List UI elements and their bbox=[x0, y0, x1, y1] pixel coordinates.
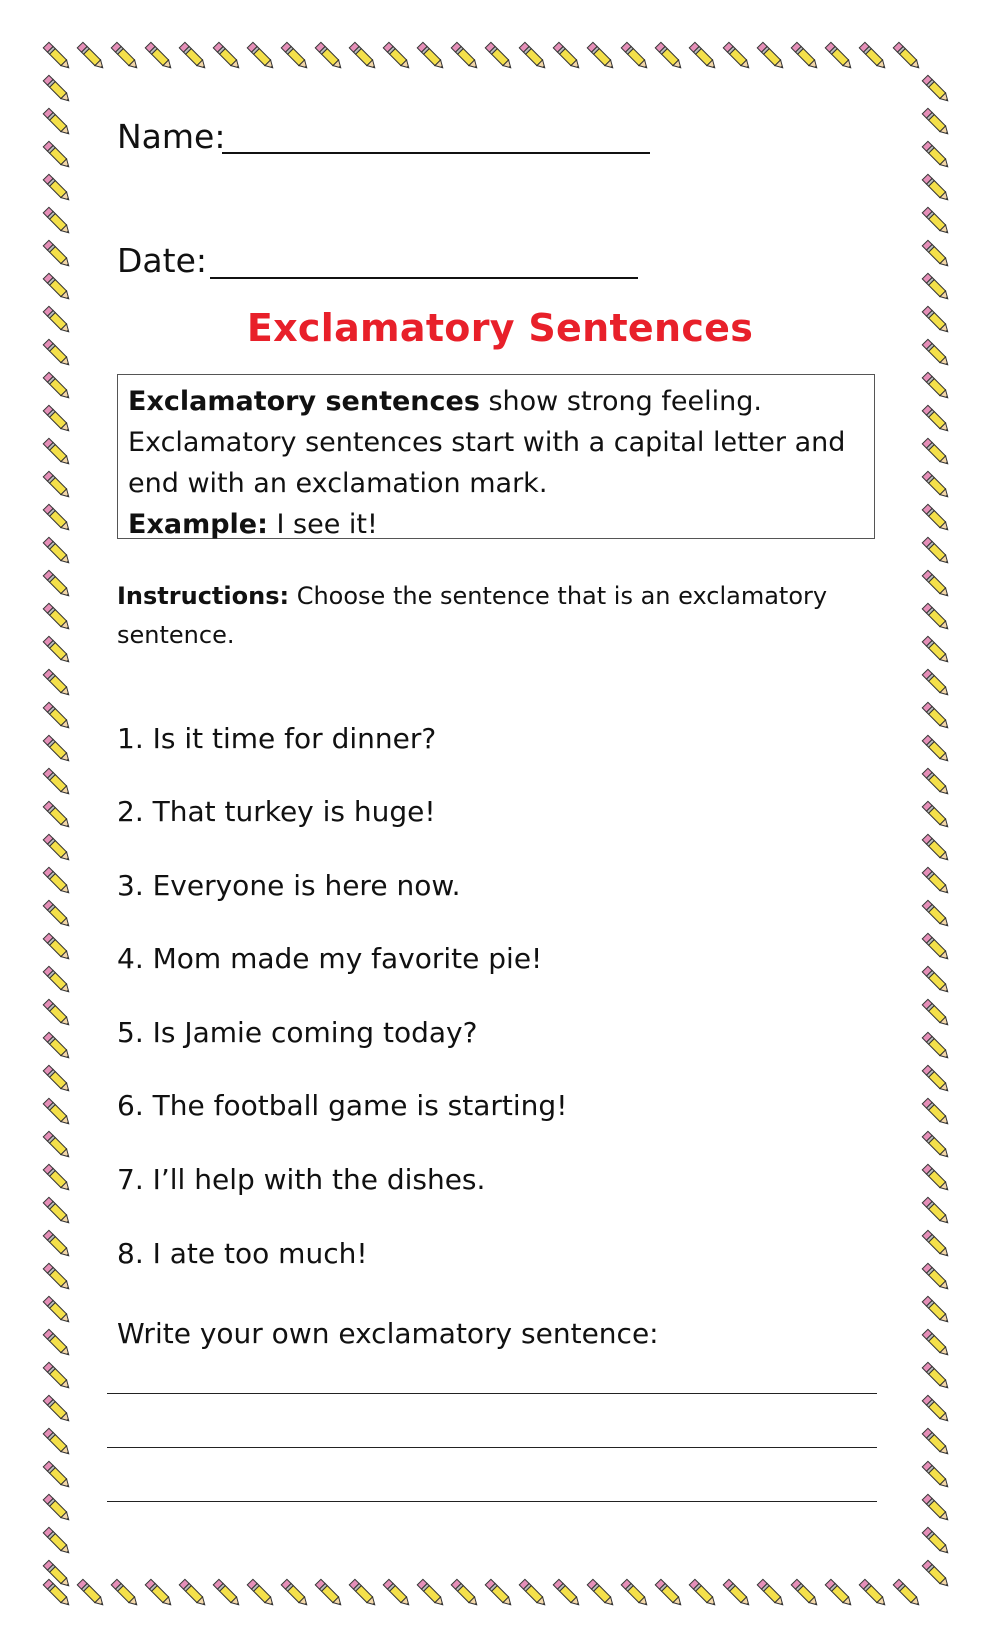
pencil-icon bbox=[922, 867, 950, 895]
pencil-icon bbox=[247, 42, 275, 70]
question-4[interactable]: 4. Mom made my favorite pie! bbox=[117, 942, 543, 975]
worksheet-title: Exclamatory Sentences bbox=[246, 306, 754, 350]
pencil-icon bbox=[922, 438, 950, 466]
pencil-icon bbox=[757, 1579, 785, 1607]
pencil-icon bbox=[922, 1263, 950, 1291]
pencil-icon bbox=[689, 42, 717, 70]
pencil-icon bbox=[587, 1579, 615, 1607]
pencil-icon bbox=[43, 42, 71, 70]
pencil-icon bbox=[383, 42, 411, 70]
answer-line-1[interactable] bbox=[107, 1393, 877, 1394]
pencil-icon bbox=[43, 75, 71, 103]
pencil-icon bbox=[43, 570, 71, 598]
pencil-icon bbox=[111, 42, 139, 70]
pencil-icon bbox=[922, 1065, 950, 1093]
pencil-icon bbox=[451, 1579, 479, 1607]
pencil-icon bbox=[43, 438, 71, 466]
pencil-icon bbox=[77, 42, 105, 70]
pencil-icon bbox=[43, 405, 71, 433]
answer-line-2[interactable] bbox=[107, 1447, 877, 1448]
pencil-icon bbox=[655, 42, 683, 70]
pencil-icon bbox=[922, 966, 950, 994]
pencil-icon bbox=[922, 273, 950, 301]
pencil-icon bbox=[922, 1494, 950, 1522]
pencil-icon bbox=[922, 702, 950, 730]
name-label: Name: bbox=[117, 117, 226, 156]
example-label: Example: bbox=[128, 509, 268, 540]
pencil-icon bbox=[485, 1579, 513, 1607]
pencil-icon bbox=[922, 174, 950, 202]
pencil-icon bbox=[451, 42, 479, 70]
definition-line-1 bbox=[128, 381, 864, 422]
pencil-icon bbox=[417, 42, 445, 70]
date-line[interactable] bbox=[210, 277, 638, 279]
pencil-icon bbox=[43, 801, 71, 829]
pencil-icon bbox=[922, 801, 950, 829]
pencil-icon bbox=[43, 900, 71, 928]
pencil-icon bbox=[417, 1579, 445, 1607]
pencil-icon bbox=[922, 141, 950, 169]
pencil-icon bbox=[43, 702, 71, 730]
pencil-icon bbox=[553, 1579, 581, 1607]
pencil-icon bbox=[43, 636, 71, 664]
pencil-icon bbox=[43, 1263, 71, 1291]
pencil-icon bbox=[43, 834, 71, 862]
definition-line-2: Exclamatory sentences start with a capital letter and bbox=[128, 427, 846, 458]
pencil-icon bbox=[43, 1428, 71, 1456]
pencil-icon bbox=[43, 867, 71, 895]
pencil-icon bbox=[43, 1164, 71, 1192]
pencil-icon bbox=[349, 42, 377, 70]
pencil-icon bbox=[43, 1131, 71, 1159]
pencil-icon bbox=[922, 1296, 950, 1324]
pencil-icon bbox=[43, 1230, 71, 1258]
question-8[interactable]: 8. I ate too much! bbox=[117, 1237, 368, 1270]
pencil-icon bbox=[922, 1362, 950, 1390]
pencil-icon bbox=[213, 42, 241, 70]
pencil-icon bbox=[43, 1098, 71, 1126]
pencil-icon bbox=[315, 42, 343, 70]
pencil-icon bbox=[825, 1579, 853, 1607]
pencil-icon bbox=[43, 174, 71, 202]
pencil-icon bbox=[43, 108, 71, 136]
pencil-icon bbox=[689, 1579, 717, 1607]
pencil-icon bbox=[922, 768, 950, 796]
pencil-icon bbox=[859, 42, 887, 70]
pencil-icon bbox=[247, 1579, 275, 1607]
pencil-icon bbox=[922, 1197, 950, 1225]
pencil-icon bbox=[43, 1527, 71, 1555]
pencil-icon bbox=[922, 537, 950, 565]
pencil-icon bbox=[485, 42, 513, 70]
instructions bbox=[117, 577, 857, 655]
pencil-icon bbox=[922, 1230, 950, 1258]
pencil-icon bbox=[922, 504, 950, 532]
pencil-icon bbox=[922, 636, 950, 664]
pencil-icon bbox=[922, 75, 950, 103]
date-label: Date: bbox=[117, 241, 207, 280]
pencil-icon bbox=[791, 42, 819, 70]
pencil-icon bbox=[893, 42, 921, 70]
pencil-icon bbox=[43, 1395, 71, 1423]
question-5[interactable]: 5. Is Jamie coming today? bbox=[117, 1016, 478, 1049]
question-3[interactable]: 3. Everyone is here now. bbox=[117, 869, 461, 902]
question-1[interactable]: 1. Is it time for dinner? bbox=[117, 722, 437, 755]
pencil-icon bbox=[621, 1579, 649, 1607]
instructions-text: Choose the sentence that is an exclamatory sentence. bbox=[117, 582, 828, 649]
pencil-icon bbox=[922, 1164, 950, 1192]
pencil-icon bbox=[145, 42, 173, 70]
pencil-icon bbox=[922, 1098, 950, 1126]
pencil-icon bbox=[43, 735, 71, 763]
pencil-icon bbox=[655, 1579, 683, 1607]
pencil-icon bbox=[43, 273, 71, 301]
pencil-icon bbox=[43, 141, 71, 169]
pencil-icon bbox=[723, 42, 751, 70]
pencil-icon bbox=[757, 42, 785, 70]
definition-example bbox=[128, 504, 864, 545]
pencil-icon bbox=[553, 42, 581, 70]
pencil-icon bbox=[43, 1329, 71, 1357]
pencil-icon bbox=[43, 933, 71, 961]
pencil-icon bbox=[43, 1362, 71, 1390]
pencil-icon bbox=[922, 1329, 950, 1357]
pencil-icon bbox=[922, 1131, 950, 1159]
pencil-icon bbox=[922, 372, 950, 400]
write-own-prompt: Write your own exclamatory sentence: bbox=[117, 1317, 659, 1350]
pencil-icon bbox=[43, 603, 71, 631]
pencil-icon bbox=[145, 1579, 173, 1607]
pencil-icon bbox=[922, 240, 950, 268]
definition-line-3: end with an exclamation mark. bbox=[128, 468, 548, 499]
pencil-icon bbox=[621, 42, 649, 70]
pencil-icon bbox=[43, 768, 71, 796]
pencil-icon bbox=[922, 1560, 950, 1588]
pencil-icon bbox=[43, 537, 71, 565]
pencil-icon bbox=[43, 504, 71, 532]
pencil-icon bbox=[349, 1579, 377, 1607]
pencil-icon bbox=[213, 1579, 241, 1607]
pencil-icon bbox=[43, 1032, 71, 1060]
pencil-icon bbox=[791, 1579, 819, 1607]
pencil-icon bbox=[179, 1579, 207, 1607]
pencil-icon bbox=[922, 1395, 950, 1423]
pencil-icon bbox=[922, 108, 950, 136]
pencil-icon bbox=[922, 207, 950, 235]
pencil-icon bbox=[315, 1579, 343, 1607]
pencil-icon bbox=[723, 1579, 751, 1607]
pencil-icon bbox=[922, 669, 950, 697]
name-line[interactable] bbox=[222, 152, 650, 154]
pencil-icon bbox=[43, 1494, 71, 1522]
question-2[interactable]: 2. That turkey is huge! bbox=[117, 795, 436, 828]
pencil-icon bbox=[111, 1579, 139, 1607]
pencil-icon bbox=[281, 1579, 309, 1607]
pencil-icon bbox=[922, 933, 950, 961]
pencil-icon bbox=[922, 735, 950, 763]
pencil-icon bbox=[922, 603, 950, 631]
pencil-icon bbox=[922, 1032, 950, 1060]
instructions-label: Instructions: bbox=[117, 582, 290, 610]
question-6[interactable]: 6. The football game is starting! bbox=[117, 1089, 568, 1122]
pencil-icon bbox=[43, 372, 71, 400]
pencil-icon bbox=[922, 471, 950, 499]
pencil-icon bbox=[922, 570, 950, 598]
pencil-icon bbox=[43, 207, 71, 235]
pencil-icon bbox=[922, 999, 950, 1027]
pencil-icon bbox=[43, 669, 71, 697]
definition-term: Exclamatory sentences bbox=[128, 386, 480, 417]
pencil-icon bbox=[43, 471, 71, 499]
pencil-icon bbox=[43, 1296, 71, 1324]
pencil-icon bbox=[77, 1579, 105, 1607]
definition-box bbox=[117, 374, 875, 539]
example-text: I see it! bbox=[267, 509, 378, 540]
definition-term-rest: show strong feeling. bbox=[479, 386, 762, 417]
pencil-icon bbox=[922, 405, 950, 433]
pencil-icon bbox=[43, 240, 71, 268]
pencil-icon bbox=[179, 42, 207, 70]
question-7[interactable]: 7. I’ll help with the dishes. bbox=[117, 1163, 486, 1196]
pencil-icon bbox=[281, 42, 309, 70]
pencil-icon bbox=[587, 42, 615, 70]
pencil-icon bbox=[825, 42, 853, 70]
pencil-icon bbox=[859, 1579, 887, 1607]
pencil-icon bbox=[893, 1579, 921, 1607]
pencil-icon bbox=[922, 1527, 950, 1555]
pencil-icon bbox=[43, 1197, 71, 1225]
pencil-icon bbox=[922, 834, 950, 862]
pencil-icon bbox=[519, 1579, 547, 1607]
pencil-icon bbox=[922, 1428, 950, 1456]
pencil-icon bbox=[43, 1461, 71, 1489]
pencil-icon bbox=[922, 900, 950, 928]
pencil-icon bbox=[43, 966, 71, 994]
pencil-icon bbox=[383, 1579, 411, 1607]
answer-line-3[interactable] bbox=[107, 1501, 877, 1502]
pencil-icon bbox=[519, 42, 547, 70]
pencil-icon bbox=[43, 1065, 71, 1093]
pencil-icon bbox=[922, 1461, 950, 1489]
pencil-icon bbox=[43, 999, 71, 1027]
